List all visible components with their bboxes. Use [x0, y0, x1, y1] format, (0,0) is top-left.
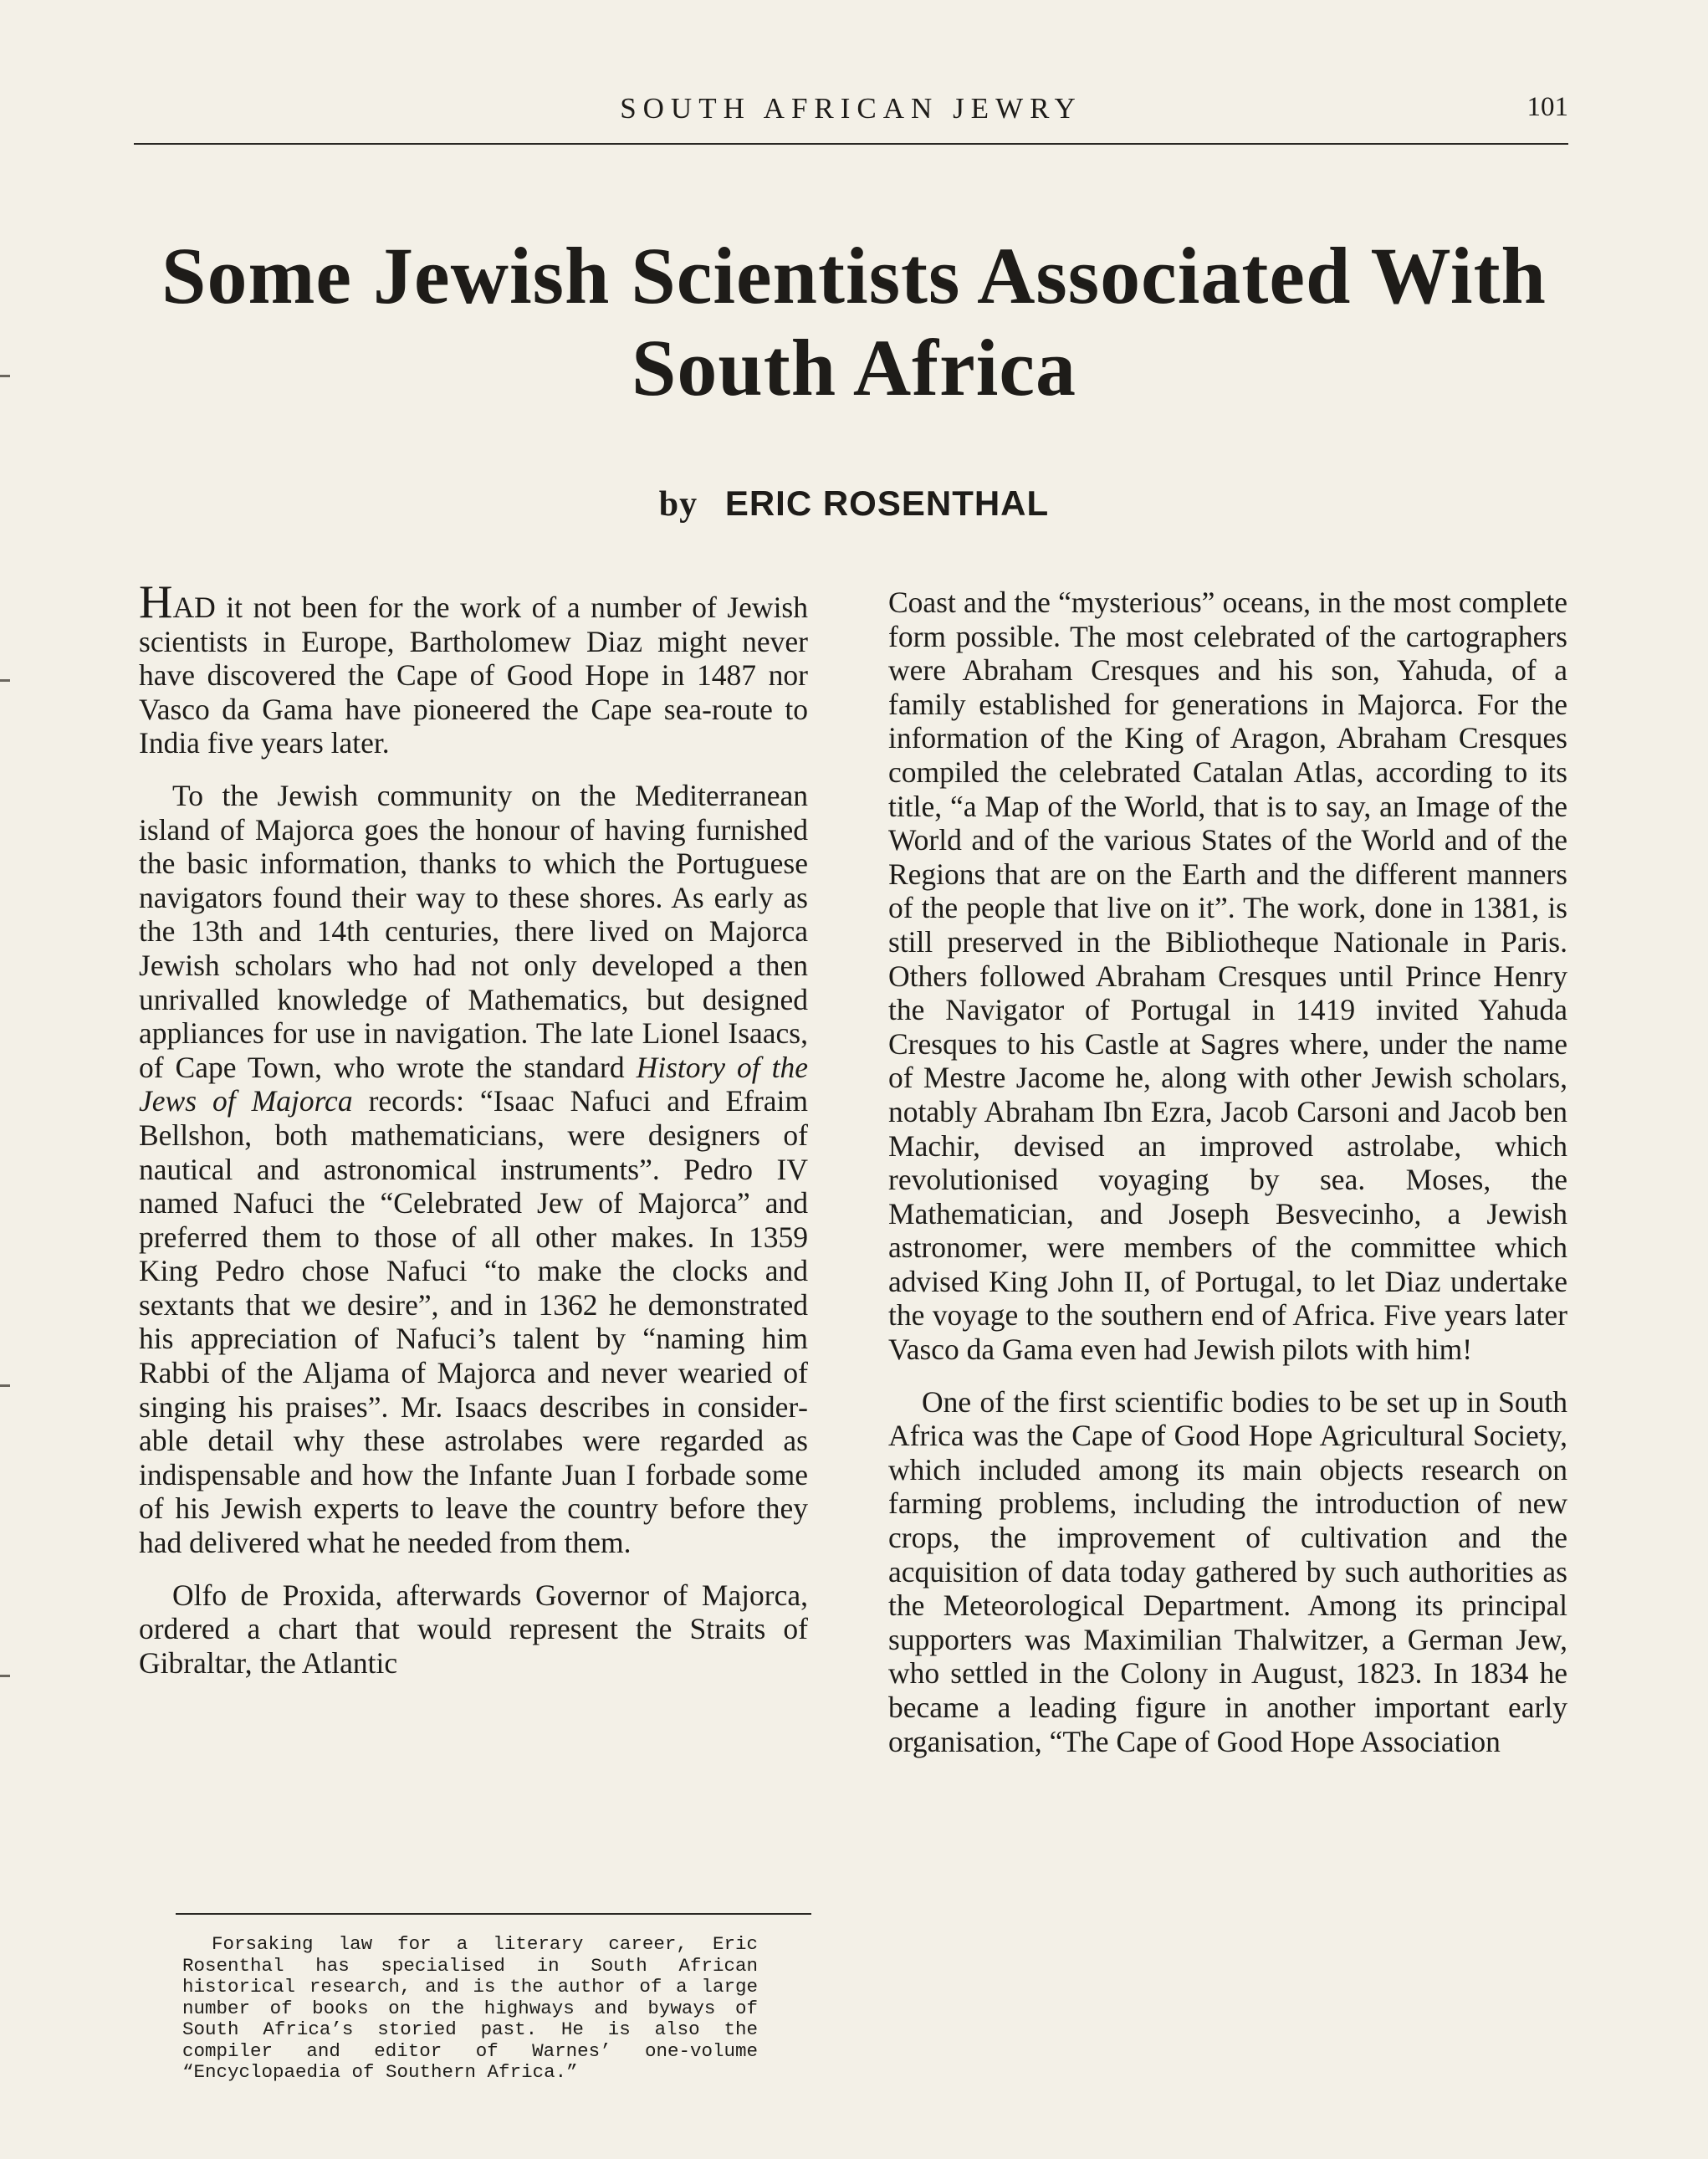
- paragraph: [139, 1578, 808, 1681]
- binding-staple-mark: [0, 1675, 10, 1677]
- paragraph-text: Olfo de Proxida, afterwards Governor of Majorca, ordered a chart that would represent the Straits of Gibraltar, the Atlantic: [139, 1578, 808, 1680]
- running-header: [134, 89, 1568, 130]
- author-footnote: Forsaking law for a literary career, Eric Rosenthal has specialised in South African historical research, and is the author of a large number of books on the highways and byways of South Africa’s storied past. He is also the compiler and editor of Warnes’ one-volume “Encyclopaedia of Southern Africa.”: [182, 1933, 758, 2083]
- paragraph: Coast and the “mysterious” oceans, in the most complete form possible. The most celebrated of the cartographers were Abraham Cresques and his son, Yahuda, of a family established for generations in Majorca. For the information of the King of Aragon, Abraham Cresques compiled the celebrated Catalan Atlas, according to its title, “a Map of the World, that is to say, an Image of the World and of the various States of the World and of the Regions that are on the Earth and the different manners of the people that live on it”. The work, done in 1381, is still preserved in the Bibliotheque Nationale in Paris. Others followed Abraham Cresques until Prince Henry the Navigator of Portugal in 1419 invited Yahuda Cresques to his Castle at Sagres where, under the name of Mestre Jacome he, along with other Jewish scholars, notably Abraham Ibn Ezra, Jacob Carsoni and Jacob ben Machir, devised an improved astrolabe, which revolutionised voyaging by sea. Moses, the Mathematician, and Joseph Besvecinho, a Jewish astronomer, were members of the committee which advised King John II, of Portugal, to let Diaz undertake the voyage to the southern end of Africa. Five years later Vasco da Gama even had Jewish pilots with him!: [888, 586, 1567, 1367]
- paragraph-text: AD it not been for the work of a number of Jewish scientists in Europe, Bartholomew Diaz might never have discovered the Cape of Good Hope in 1487 nor Vasco da Gama have pioneered the Cape sea-route to India five years later.: [139, 591, 808, 760]
- page-number: 101: [1526, 92, 1568, 122]
- book-title: History of the Jews of Majorca: [139, 1050, 809, 1118]
- author-name: ERIC ROSENTHAL: [724, 483, 1050, 523]
- binding-staple-mark: [0, 679, 10, 682]
- paragraph: One of the first scientific bodies to be set up in South Africa was the Cape of Good Hope Agricultural Society, which included among its main objects research on farming problems, including the introduction of new crops, the improvement of cultivation and the acquisition of data today gathered by such authorities as the Meteorological Department. Among its principal supporters was Maximilian Thalwitzer, a German Jew, who settled in the Colony in August, 1823. In 1834 he became a leading figure in another important early organisation, “The Cape of Good Hope Association: [888, 1384, 1567, 1758]
- footnote-rule: [176, 1913, 811, 1915]
- paragraph-text: records: “Isaac Nafuci and Efraim Bellshon, both mathematicians, were designers of nautical and astronomical instruments”. Pedro IV named Nafuci the “Celebrated Jew of Majorca” and preferred them to those of all other makes. In 1359 King Pedro chose Nafuci “to make the clocks and sextants that we desire”, and in 1362 he demonstrated his appreciation of Nafuci’s talent by “naming him Rabbi of the Aljama of Majorca and never wearied of singing his praises”. Mr. Isaacs describes in considerable detail why these astrolabes were regarded as indispensable and how the Infante Juan I forbade some of his Jewish experts to leave the country before they had delivered what he needed from them.: [139, 1084, 809, 1560]
- paragraph-text: To the Jewish community on the Mediterranean island of Majorca goes the honour of having furnished the basic information, thanks to which the Portuguese navigators found their way to these shores. As early as the 13th and 14th centuries, there lived on Majorca Jewish scholars who had not only developed a then unrivalled knowledge of Mathematics, but designed appliances for use in navigation. The late Lionel Isaacs, of Cape Town, who wrote the standard: [139, 778, 808, 1084]
- binding-staple-mark: [0, 1384, 10, 1387]
- binding-staple-mark: [0, 375, 10, 377]
- drop-cap: H: [139, 576, 173, 628]
- left-column: [139, 576, 809, 1698]
- byline-prefix: by: [658, 485, 698, 524]
- paragraph: [139, 576, 808, 760]
- right-column: [888, 586, 1567, 1777]
- article-title: Some Jewish Scientists Associated With South Africa: [161, 231, 1547, 412]
- running-title: SOUTH AFRICAN JEWRY: [620, 92, 1082, 125]
- paragraph: [139, 779, 808, 1560]
- byline: [0, 483, 1708, 524]
- header-rule: [134, 143, 1568, 145]
